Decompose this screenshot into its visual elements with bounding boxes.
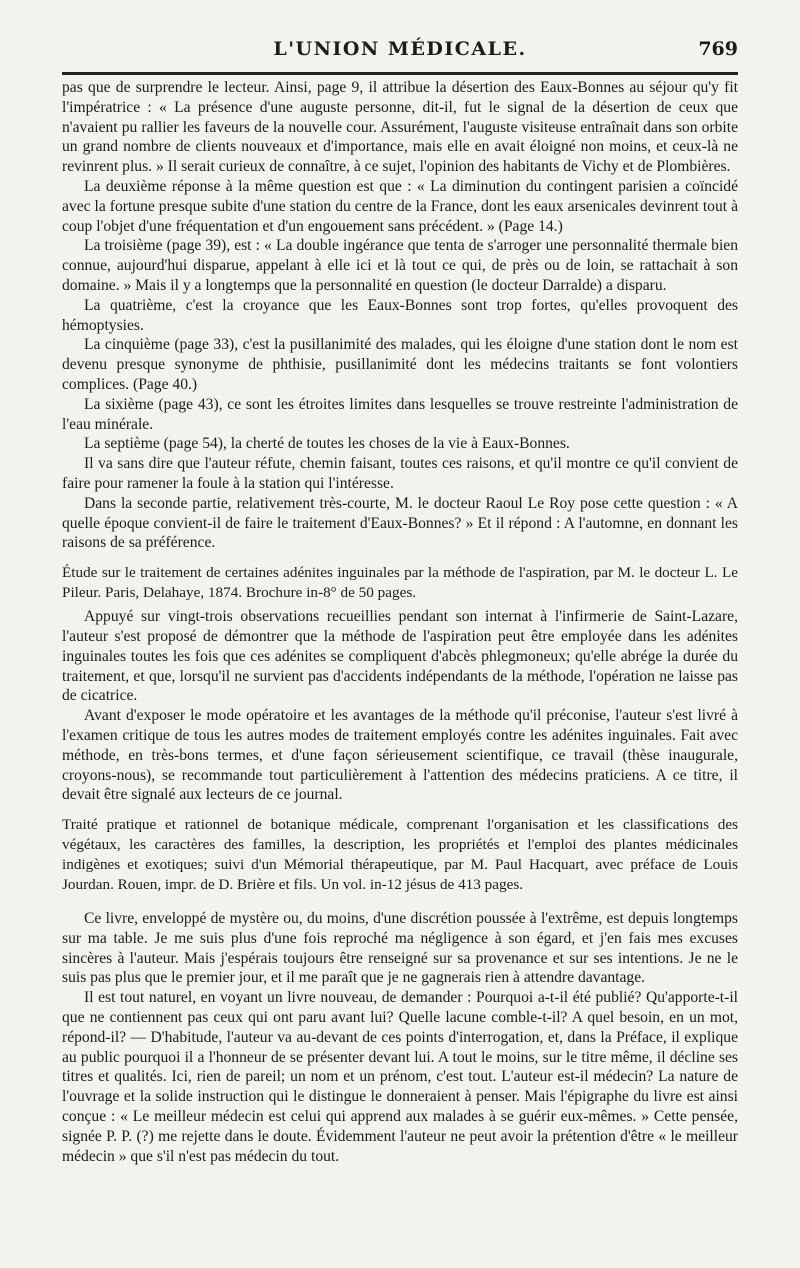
paragraph: La quatrième, c'est la croyance que les Eaux-Bonnes sont trop fortes, qu'elles provoquent des hémoptysies. (62, 296, 738, 334)
paragraph: La deuxième réponse à la même question est que : « La diminution du contingent parisien a coïncidé avec la fortune presque subite d'une station du centre de la France, dont les eaux arsenicales devinrent tout à coup l'objet d'une fréquentation et d'un engouement sans précédent. » (Page 14.) (62, 177, 738, 235)
paragraph: pas que de surprendre le lecteur. Ainsi, page 9, il attribue la désertion des Eaux-Bonnes au séjour qu'y fit l'impératrice : « La présence d'une auguste personne, dit-il, fut le signal de la désertion de ceux que n'avaient pu rallier les faveurs de la nouvelle cour. Assurément, l'auguste visiteuse entraînait dans son orbite un grand nombre de clients nouveaux et d'importance, mais elle en avait éloigné non moins, et ceux-là ne revinrent plus. » Il serait curieux de connaître, à ce sujet, l'opinion des habitants de Vichy et de Plombières. (62, 79, 738, 176)
paragraph: La sixième (page 43), ce sont les étroites limites dans lesquelles se trouve restreinte l'administration de l'eau minérale. (62, 395, 738, 433)
paragraph: Avant d'exposer le mode opératoire et les avantages de la méthode qu'il préconise, l'auteur s'est livré à l'examen critique de tous les autres modes de traitement employés contre les adénites inguinales. Fait avec méthode, en très-bons termes, et d'une façon sérieusement scientifique, ce travail (thèse inaugurale, croyons-nous), se recommande tout particulièrement à l'attention des médecins praticiens. A ce titre, il devait être signalé aux lecteurs de ce journal. (62, 707, 738, 804)
article-body (62, 78, 738, 1166)
paragraph: La cinquième (page 33), c'est la pusillanimité des malades, qui les éloigne d'une station dont le nom est devenu presque synonyme de phthisie, pusillanimité dont les médecins traitants se font volontiers complices. (Page 40.) (62, 336, 738, 393)
page-number: 769 (698, 38, 738, 60)
paragraph: Dans la seconde partie, relativement très-courte, M. le docteur Raoul Le Roy pose cette question : « A quelle époque convient-il de faire le traitement d'Eaux-Bonnes? » Et il répond : A l'automne, en donnant les raisons de sa préférence. (62, 494, 738, 552)
paragraph: Il est tout naturel, en voyant un livre nouveau, de demander : Pourquoi a-t-il été publié? Qu'apporte-t-il que ne contiennent pas ceux qui ont paru avant lui? Quelle lacune comble-t-il? A quel besoin, en un mot, répond-il? — D'habitude, l'auteur va au-devant de ces points d'interrogation, et, dans la Préface, il explique au public pourquoi il a l'honneur de se présenter devant lui. A tout le moins, sur le titre même, il décline ses titres et qualités. Ici, rien de pareil; un nom et un prénom, c'est tout. L'auteur est-il médecin? La nature de l'ouvrage et la solide instruction qui le distingue le donneraient à penser. Mais l'épigraphe du livre est ainsi conçue : « Le meilleur médecin est celui qui apprend aux malades à se guérir eux-mêmes. » Cette pensée, signée P. P. (?) me rejette dans le doute. Évidemment l'auteur ne peut avoir la prétention d'être « le meilleur médecin » que s'il n'est pas médecin du tout. (62, 989, 738, 1165)
page-header (62, 36, 738, 66)
paragraph: La troisième (page 39), est : « La double ingérance que tenta de s'arroger une personnalité thermale bien connue, aujourd'hui disparue, appelant à elle ici et là tout ce qui, de près ou de loin, se rattachait à son domaine. » Mais il y a longtemps que la personnalité en question (le docteur Darralde) a disparu. (62, 237, 738, 294)
paragraph: Ce livre, enveloppé de mystère ou, du moins, d'une discrétion poussée à l'extrême, est depuis longtemps sur ma table. Je me suis plus d'une fois reproché ma négligence à son égard, et j'en fais mes excuses sincères à l'auteur. Mais j'espérais toujours être renseigné sur sa provenance et sur ses intentions. Je ne le suis pas plus que le premier jour, et il me paraît que je ne gagnerais rien à attendre davantage. (62, 910, 738, 987)
paragraph: Appuyé sur vingt-trois observations recueillies pendant son internat à l'infirmerie de Saint-Lazare, l'auteur s'est proposé de démontrer que la méthode de l'aspiration peut être employée dans les adénites inguinales toutes les fois que ces adénites se compliquent d'abcès phlegmoneux; qu'elle abrége la durée du traitement, et que, lorsqu'il ne survient pas d'accidents indépendants de la méthode, l'opération ne laisse pas de cicatrice. (62, 608, 738, 705)
header-rule (62, 72, 738, 75)
spacer (62, 899, 738, 909)
paragraph: Il va sans dire que l'auteur réfute, chemin faisant, toutes ces raisons, et qu'il montre ce qu'il convient de faire pour ramener la foule à la station qui l'intéresse. (62, 455, 738, 492)
running-title: L'UNION MÉDICALE. (273, 38, 527, 60)
review-heading: Étude sur le traitement de certaines adénites inguinales par la méthode de l'aspiration, par M. le docteur L. Le Pileur. Paris, Delahaye, 1874. Brochure in-8° de 50 pages. (62, 564, 738, 602)
review-heading: Traité pratique et rationnel de botanique médicale, comprenant l'organisation et les classifications des végétaux, les caractères des familles, la description, les propriétés et l'emploi des plantes médicinales indigènes et exotiques; suivi d'un Mémorial thérapeutique, par M. Paul Hacquart, avec préface de Louis Jourdan. Rouen, impr. de D. Brière et fils. Un vol. in-12 jésus de 413 pages. (62, 816, 738, 894)
paragraph: La septième (page 54), la cherté de toutes les choses de la vie à Eaux-Bonnes. (84, 435, 570, 453)
